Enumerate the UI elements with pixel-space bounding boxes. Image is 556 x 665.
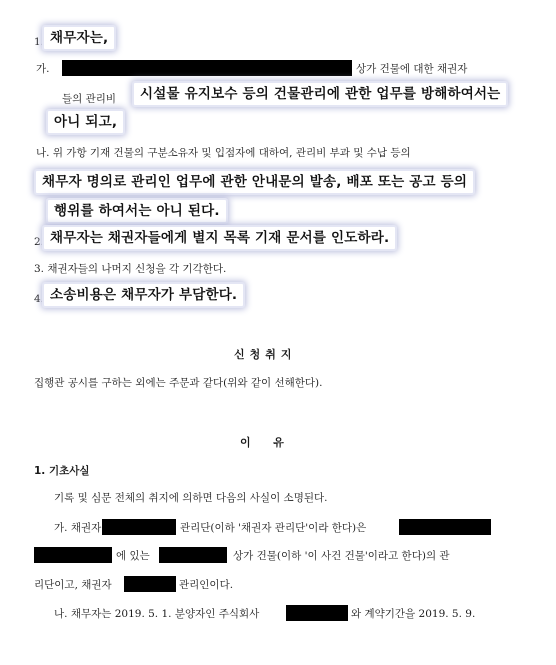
redaction-bar [102,519,176,535]
item1-highlight: 채무자는, [44,27,114,49]
purpose-text: 집행관 공시를 구하는 외에는 주문과 같다(위와 같이 선해한다). [34,377,323,389]
redaction-bar [124,576,176,592]
reasons-para1: 기록 및 심문 전체의 취지에 의하면 다음의 사실이 소명된다. [54,492,328,504]
reasons-para5-a: 나. 채무자는 2019. 5. 1. 분양자인 주식회사 [54,608,260,620]
reasons-heading: 이 유 [240,436,289,449]
item1-ga-line2-prefix: 들의 관리비 [62,93,117,105]
item3-text: 3. 채권자들의 나머지 신청을 각 기각한다. [34,263,227,275]
item1-na-line1: 나. 위 가항 기재 건물의 구분소유자 및 입점자에 대하여, 관리비 부과 및 수납 등의 [36,147,411,159]
item1-na-highlight2: 행위를 하여서는 아니 된다. [48,200,226,222]
redaction-bar [399,519,491,535]
redaction-bar [159,547,227,563]
purpose-heading: 신청취지 [234,348,297,361]
redaction-bar [62,60,352,76]
item2-number: 2. [34,236,45,248]
item1-ga-line1: 상가 건물에 대한 채권자 [356,63,468,75]
reasons-para3-b: 상가 건물(이하 '이 사건 건물'이라고 한다)의 관 [233,550,450,562]
redaction-bar [34,547,112,563]
section-1-title: 1. 기초사실 [34,465,90,477]
item1-na-highlight1: 채무자 명의로 관리인 업무에 관한 안내문의 발송, 배포 또는 공고 등의 [36,171,473,193]
reasons-para4-b: 관리인이다. [179,579,234,591]
item4-number: 4. [34,293,45,305]
item1-ga-prefix: 가. [36,63,50,75]
item2-highlight: 채무자는 채권자들에게 별지 목록 기재 문서를 인도하라. [44,227,395,249]
reasons-para5-b: 와 계약기간을 2019. 5. 9. [351,608,476,620]
item1-ga-highlight1: 시설물 유지보수 등의 건물관리에 관한 업무를 방해하여서는 [134,83,506,105]
reasons-para2-a: 가. 채권자 [54,522,102,534]
redaction-bar [286,605,348,621]
item4-highlight: 소송비용은 채무자가 부담한다. [44,284,243,306]
item1-number: 1. [34,36,45,48]
item1-ga-highlight2: 아니 되고, [48,111,123,133]
reasons-para4-a: 리단이고, 채권자 [34,579,112,591]
reasons-para3-a: 에 있는 [116,550,150,562]
reasons-para2-b: 관리단(이하 '채권자 관리단'이라 한다)은 [180,522,367,534]
